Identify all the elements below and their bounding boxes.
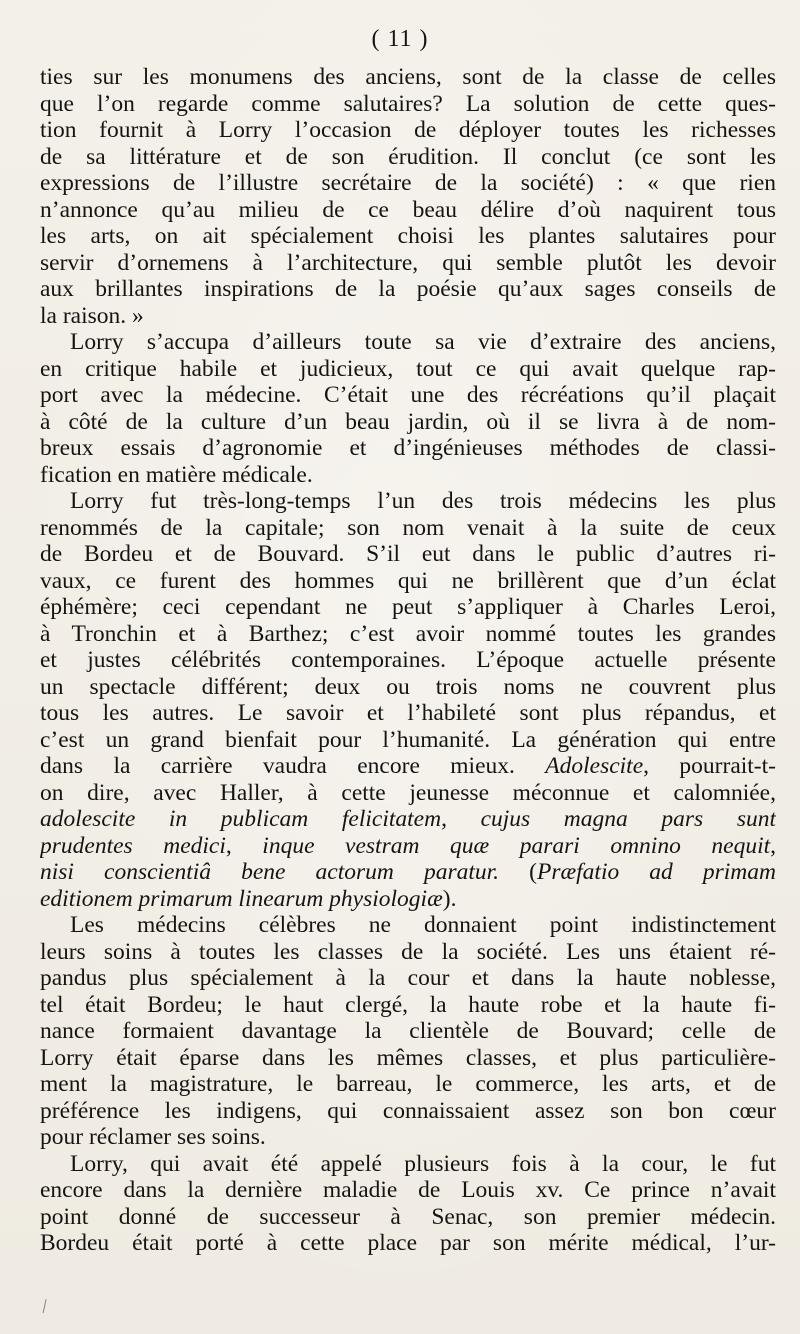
text-line xyxy=(40,568,776,595)
text-segment: de sa littérature et de son érudition. Il conclut (ce sont les xyxy=(40,143,776,170)
text-segment: de Bordeu et de Bouvard. S’il eut dans le public d’autres ri- xyxy=(40,541,776,567)
text-segment: Lorry s’accupa d’ailleurs toute sa vie d’extraire des anciens, xyxy=(70,329,776,355)
text-segment: en critique habile et judicieux, tout ce qui avait quelque rap- xyxy=(40,355,776,382)
text-line xyxy=(40,833,776,860)
text-segment: les arts, on ait spécialement choisi les plantes salutaires pour xyxy=(40,223,776,249)
body-text xyxy=(40,64,776,1257)
text-line xyxy=(40,1045,776,1072)
text-line xyxy=(40,144,776,171)
text-line xyxy=(40,303,776,330)
text-line xyxy=(40,91,776,118)
text-line xyxy=(40,700,776,727)
text-line xyxy=(40,488,776,515)
text-line xyxy=(40,197,776,224)
text-segment: , xyxy=(225,832,263,859)
text-segment: Lorry, qui avait été appelé plusieurs fois à la cour, le fut xyxy=(70,1150,776,1177)
text-line xyxy=(40,382,776,409)
text-line xyxy=(40,250,776,277)
text-segment: vaux, ce furent des hommes qui ne brillèrent que d’un éclat xyxy=(40,567,776,594)
text-line xyxy=(40,409,776,436)
text-segment: un spectacle différent; deux ou trois noms ne couvrent plus xyxy=(40,673,776,700)
text-segment: Bordeu était porté à cette place par son mérite médical, l’ur- xyxy=(40,1230,776,1256)
italic-segment: nisi conscientiâ bene actorum paratur. xyxy=(40,859,500,885)
italic-segment: cujus magna pars sunt xyxy=(480,806,776,832)
text-line xyxy=(40,462,776,489)
text-segment: tous les autres. Le savoir et l’habileté sont plus répandus, et xyxy=(40,700,776,726)
text-line xyxy=(40,1071,776,1098)
text-segment: tion fournit à Lorry l’occasion de déployer toutes les richesses xyxy=(40,117,776,143)
text-segment: n’annonce qu’au milieu de ce beau délire d’où naquirent tous xyxy=(40,196,776,223)
text-segment: éphémère; ceci cependant ne peut s’appliquer à Charles Leroi, xyxy=(40,594,776,620)
text-segment: Les médecins célèbres ne donnaient point indistinctement xyxy=(70,912,776,938)
text-segment: leurs soins à toutes les classes de la société. Les uns étaient ré- xyxy=(40,938,776,965)
text-line xyxy=(40,992,776,1019)
italic-segment: inque vestram quæ parari omnino nequit xyxy=(262,832,771,859)
text-segment: ). xyxy=(442,885,457,912)
text-segment: ment la magistrature, le barreau, le commerce, les arts, et de xyxy=(40,1071,776,1097)
text-line xyxy=(40,1151,776,1178)
text-segment: à côté de la culture d’un beau jardin, où il se livra à de nom- xyxy=(40,408,776,435)
text-line xyxy=(40,515,776,542)
text-line xyxy=(40,886,776,913)
text-segment: renommés de la capitale; son nom venait à la suite de ceux xyxy=(40,514,776,541)
text-segment: que l’on regarde comme salutaires? La solution de cette ques- xyxy=(40,90,776,117)
text-line xyxy=(40,647,776,674)
text-segment: ties sur les monumens des anciens, sont de la classe de celles xyxy=(40,64,776,90)
text-segment: expressions de l’illustre secrétaire de la société) : « que rien xyxy=(40,170,776,196)
text-line xyxy=(40,780,776,807)
text-segment: , xyxy=(441,806,481,832)
italic-segment: editionem primarum linearum physiologiæ xyxy=(40,885,443,912)
text-segment: la raison. » xyxy=(40,302,144,329)
text-line xyxy=(40,1018,776,1045)
text-line xyxy=(40,1177,776,1204)
text-segment: pandus plus spécialement à la cour et dans la haute noblesse, xyxy=(40,965,776,991)
text-segment: et justes célébrités contemporaines. L’époque actuelle présente xyxy=(40,647,776,673)
page-number: ( 11 ) xyxy=(371,26,429,52)
text-line xyxy=(40,594,776,621)
italic-segment: Adolescite xyxy=(545,753,644,779)
text-line xyxy=(40,276,776,303)
text-segment: servir d’ornemens à l’architecture, qui semble plutôt les devoir xyxy=(40,249,776,276)
text-segment: , xyxy=(770,832,776,859)
text-segment: dans la carrière vaudra encore mieux. xyxy=(40,753,546,779)
text-line xyxy=(40,356,776,383)
text-segment: ( xyxy=(499,859,537,885)
text-segment: pour réclamer ses soins. xyxy=(40,1124,266,1150)
text-segment: à Tronchin et à Barthez; c’est avoir nommé toutes les grandes xyxy=(40,620,776,647)
text-line xyxy=(40,329,776,356)
italic-segment: adolescite in publicam felicitatem xyxy=(40,806,442,832)
text-segment: Lorry fut très-long-temps l’un des trois médecins les plus xyxy=(70,488,776,514)
italic-segment: prudentes medici xyxy=(40,832,226,859)
text-line xyxy=(40,117,776,144)
text-line xyxy=(40,1124,776,1151)
text-segment: nance formaient davantage la clientèle de Bouvard; celle de xyxy=(40,1018,776,1044)
text-line xyxy=(40,1098,776,1125)
italic-segment: Præfatio ad primam xyxy=(536,859,776,885)
text-line xyxy=(40,64,776,91)
text-line xyxy=(40,1204,776,1231)
text-segment: préférence les indigens, qui connaissaient assez son bon cœur xyxy=(40,1097,776,1124)
text-line xyxy=(40,912,776,939)
text-line xyxy=(40,1230,776,1257)
text-segment: fication en matière médicale. xyxy=(40,461,313,488)
text-segment: breux essais d’agronomie et d’ingénieuses méthodes de classi- xyxy=(40,435,776,461)
text-segment: on dire, avec Haller, à cette jeunesse méconnue et calomniée, xyxy=(40,779,776,806)
text-segment: c’est un grand bienfait pour l’humanité. La génération qui entre xyxy=(40,726,776,753)
text-line xyxy=(40,621,776,648)
text-line xyxy=(40,727,776,754)
text-segment: tel était Bordeu; le haut clergé, la haute robe et la haute fi- xyxy=(40,991,776,1018)
text-line xyxy=(40,806,776,833)
margin-mark xyxy=(43,1299,55,1315)
text-line xyxy=(40,170,776,197)
text-line xyxy=(40,541,776,568)
text-segment: port avec la médecine. C’était une des récréations qu’il plaçait xyxy=(40,382,776,408)
text-line xyxy=(40,965,776,992)
text-line xyxy=(40,939,776,966)
text-line xyxy=(40,859,776,886)
text-segment: aux brillantes inspirations de la poésie qu’aux sages conseils de xyxy=(40,276,776,302)
text-line xyxy=(40,753,776,780)
text-line xyxy=(40,674,776,701)
text-line xyxy=(40,223,776,250)
text-line xyxy=(40,435,776,462)
text-segment: Lorry était éparse dans les mêmes classes, et plus particulière- xyxy=(40,1044,776,1071)
text-segment: point donné de successeur à Senac, son premier médecin. xyxy=(40,1203,776,1230)
text-segment: , pourrait-t- xyxy=(643,753,776,779)
text-segment: encore dans la dernière maladie de Louis xv. Ce prince n’avait xyxy=(40,1177,776,1203)
